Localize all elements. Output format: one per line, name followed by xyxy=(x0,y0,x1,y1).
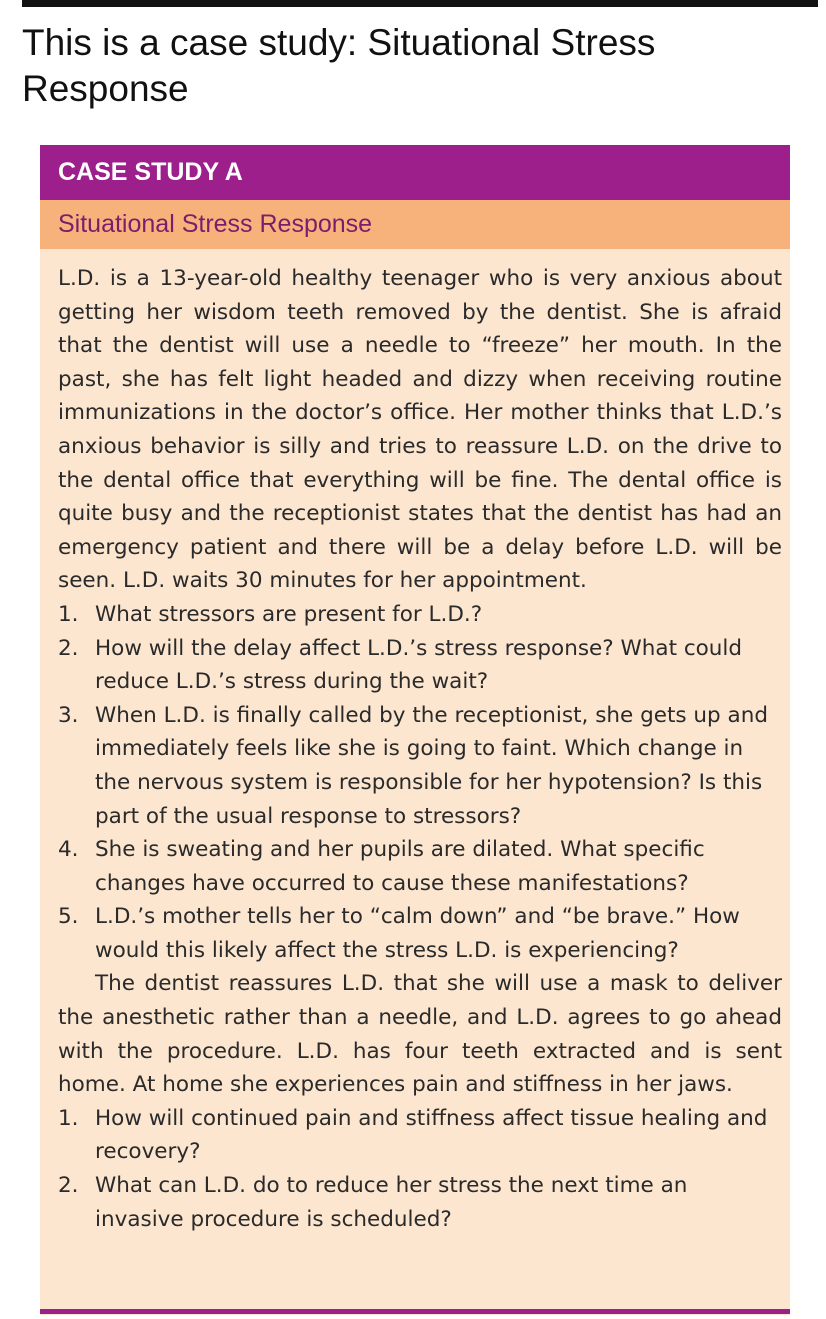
bottom-divider xyxy=(40,1309,790,1314)
question-text: What stressors are present for L.D.? xyxy=(95,601,483,627)
question-number: 2. xyxy=(58,635,79,661)
case-study-box xyxy=(40,145,790,1315)
case-study-header xyxy=(40,145,790,200)
question-list-second xyxy=(58,1102,782,1236)
question-item xyxy=(58,833,782,900)
question-text: What can L.D. do to reduce her stress the next time an invasive procedure is scheduled? xyxy=(95,1173,688,1232)
question-number: 1. xyxy=(58,1105,79,1131)
case-study-body xyxy=(58,262,782,1236)
question-item xyxy=(58,699,782,833)
question-number: 4. xyxy=(58,837,79,863)
question-item xyxy=(58,1102,782,1169)
question-number: 1. xyxy=(58,601,79,627)
question-item xyxy=(58,1169,782,1236)
case-study-subheader xyxy=(40,200,790,249)
case-continuation-paragraph: The dentist reassures L.D. that she will use a mask to deliver the anesthetic rather than a needle, and L.D. agrees to go ahead with the procedure. L.D. has four teeth extracted and is sent home. At home she experiences pain and stiffness in her jaws. xyxy=(58,971,782,1098)
question-text: How will the delay affect L.D.’s stress response? What could reduce L.D.’s stress during the wait? xyxy=(95,635,743,695)
question-text: She is sweating and her pupils are dilated. What specific changes have occurred to cause these manifestations? xyxy=(95,837,705,896)
question-text: L.D.’s mother tells her to “calm down” and “be brave.” How would this likely affect the stress L.D. is experiencing? xyxy=(95,904,740,963)
case-study-title: Situational Stress Response xyxy=(58,210,373,238)
question-item xyxy=(58,900,782,967)
question-item xyxy=(58,632,782,699)
post-title: This is a case study: Situational Stress Response xyxy=(22,22,656,109)
question-number: 2. xyxy=(58,1173,79,1199)
case-intro-paragraph: L.D. is a 13-year-old healthy teenager who is very anxious about getting her wisdom teeth removed by the dentist. She is afraid that the dentist will use a needle to “freeze” her mouth. In the past, she has felt light headed and dizzy when receiving routine immunizations in the doctor’s office. Her mother thinks that L.D.’s anxious behavior is silly and tries to reassure L.D. on the drive to the dental office that everything will be fine. The dental office is quite busy and the receptionist states that the dentist has had an emergency patient and there will be a delay before L.D. will be seen. L.D. waits 30 minutes for her appointment. xyxy=(58,266,782,594)
question-text: When L.D. is finally called by the receptionist, she gets up and immediately feels like she is going to faint. Which change in the nervous system is responsible for her hypotension? Is this part of the usual response to stressors? xyxy=(95,702,768,829)
question-number: 3. xyxy=(58,702,79,728)
top-divider xyxy=(22,0,818,7)
question-text: How will continued pain and stiffness affect tissue healing and recovery? xyxy=(95,1105,768,1165)
question-list-first xyxy=(58,598,782,968)
case-study-label: CASE STUDY A xyxy=(58,158,243,186)
question-number: 5. xyxy=(58,904,79,930)
question-item xyxy=(58,598,782,632)
